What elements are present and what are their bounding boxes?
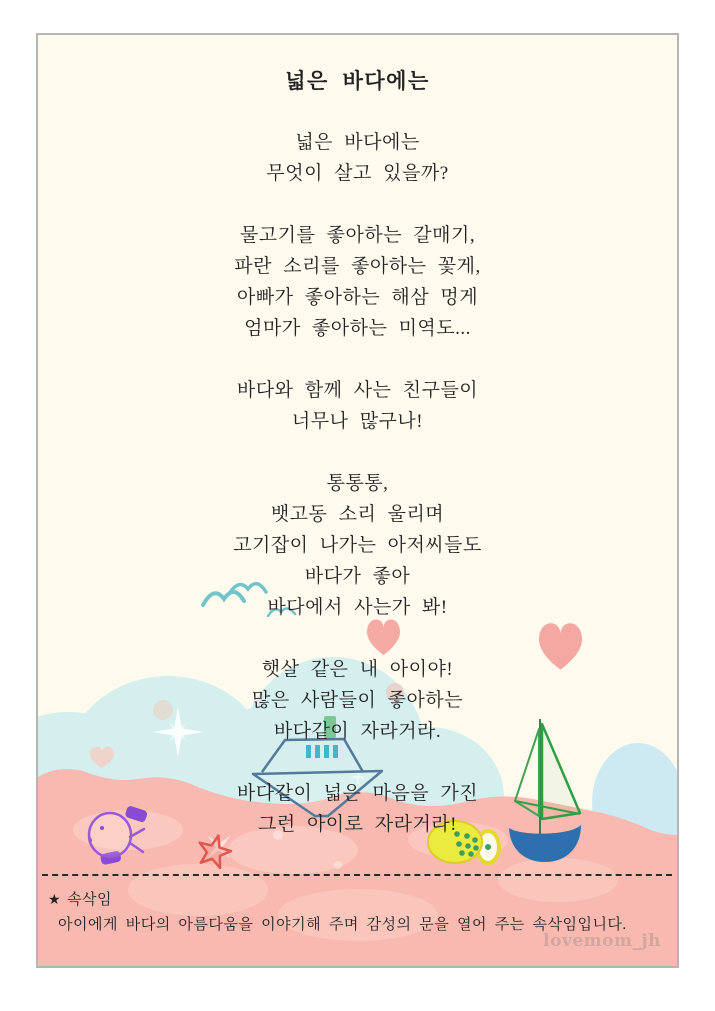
poem-line: 뱃고동 소리 울리며 (270, 504, 445, 525)
poem-line: 그런 아이로 자라거라! (257, 814, 457, 835)
poem-line: 많은 사람들이 좋아하는 (251, 690, 464, 711)
poem-line: 무엇이 살고 있을까? (266, 163, 449, 184)
page-title: 넓은 바다에는 (285, 69, 430, 93)
poem-line: 바다같이 넓은 마음을 가진 (236, 783, 479, 804)
poem-stanza (38, 220, 677, 344)
watermark: lovemom_jh (543, 931, 661, 951)
poem-line: 아빠가 좋아하는 해삼 멍게 (236, 287, 479, 308)
poem-line: 넓은 바다에는 (295, 132, 420, 153)
poem-line: 햇살 같은 내 아이야! (261, 659, 454, 680)
poem-line: 바다에서 사는가 봐! (267, 597, 448, 618)
dashed-divider (42, 874, 672, 876)
poem-stanza (38, 127, 677, 189)
poem-line: 너무나 많구나! (291, 411, 424, 432)
star-icon: ★ (48, 893, 62, 908)
poem-line: 물고기를 좋아하는 갈매기, (239, 225, 476, 246)
footnote-text: 아이에게 바다의 아름다움을 이야기해 주며 감성의 문을 열어 주는 속삭임입니다. (58, 917, 627, 933)
poem-line: 바다같이 자라거라. (273, 721, 442, 742)
poem-line: 파란 소리를 좋아하는 꽃게, (234, 256, 481, 277)
poem-line: 엄마가 좋아하는 미역도... (244, 318, 471, 339)
footnote-heading (48, 889, 627, 912)
footnote-label: 속삭임 (67, 892, 113, 908)
footnote (48, 889, 627, 936)
poem-stanza (38, 468, 677, 623)
poem-line: 바다와 함께 사는 친구들이 (236, 380, 479, 401)
poem-stanza (38, 654, 677, 747)
poem-line: 바다가 좋아 (304, 566, 411, 587)
poem-stanza (38, 778, 677, 840)
poem (38, 127, 677, 871)
poem-stanza (38, 375, 677, 437)
poem-line: 통통통, (326, 473, 389, 494)
document-page (36, 33, 679, 968)
poem-line: 고기잡이 나가는 아저씨들도 (233, 535, 482, 556)
